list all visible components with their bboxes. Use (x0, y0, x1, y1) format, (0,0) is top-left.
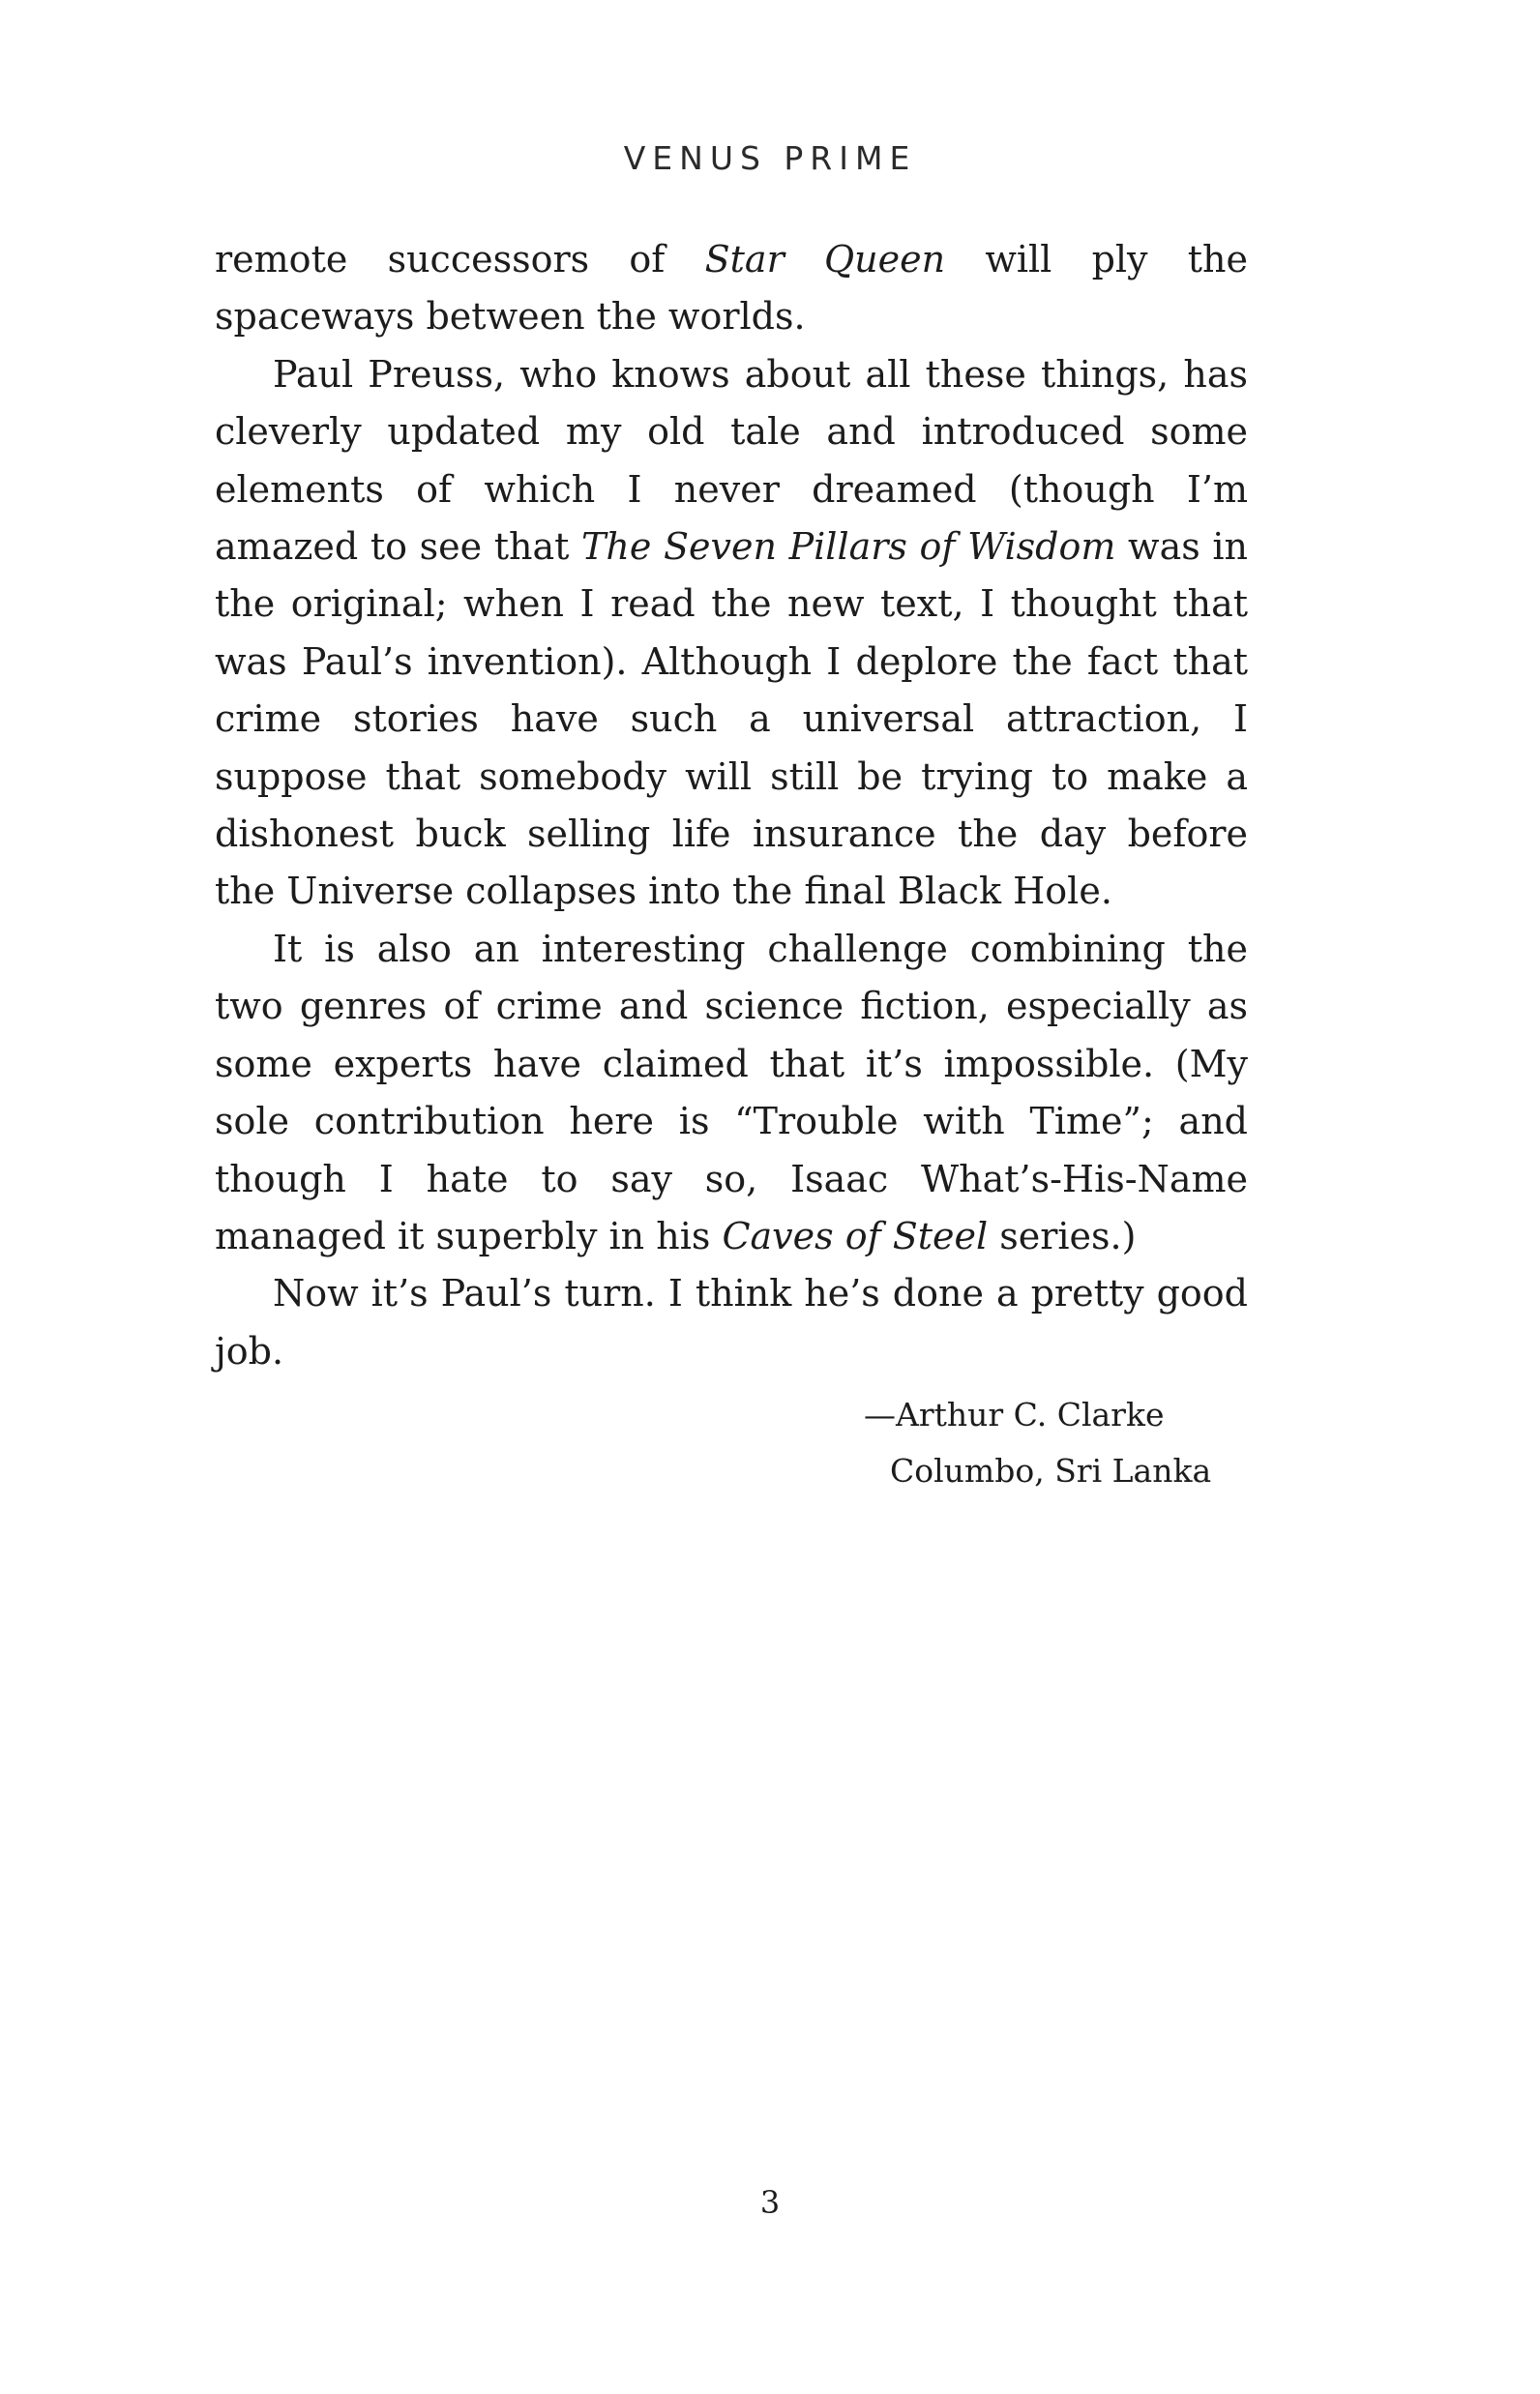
paragraph-2 (215, 346, 1248, 921)
paragraph-2-italic-title: The Seven Pillars of Wisdom (581, 525, 1116, 569)
body-text (215, 231, 1248, 1380)
signature-block (864, 1387, 1211, 1499)
paragraph-4 (215, 1265, 1248, 1380)
signature-author: —Arthur C. Clarke (864, 1396, 1165, 1433)
running-head-title: VENUS PRIME (623, 139, 917, 177)
page-number: 3 (759, 2184, 781, 2221)
paragraph-3-italic-title: Caves of Steel (722, 1214, 989, 1257)
paragraph-3 (215, 921, 1248, 1265)
signature-place: Columbo, Sri Lanka (890, 1452, 1212, 1490)
paragraph-3-text-a: It is also an interesting challenge combining the two genres of crime and science fiction, especially as some experts have claimed that it’s impossible. (My sole contribution here is “Trouble with Time”; and though I hate to say so, Isaac What’s-His-Name managed it superbly in his (215, 927, 1248, 1257)
paragraph-1-text-a: remote successors of (215, 238, 705, 281)
paragraph-4-text: Now it’s Paul’s turn. I think he’s done a pretty good job. (215, 1272, 1248, 1373)
paragraph-2-text-a: Paul Preuss, who knows about all these things, has cleverly updated my old tale and introduced some elements of which I never dreamed (though I’m amazed to see that (215, 352, 1248, 569)
paragraph-3-text-b: series.) (988, 1214, 1137, 1257)
paragraph-2-text-b: was in the original; when I read the new text, I thought that was Paul’s invention). Although I deplore the fact that crime stories have such a universal attraction, I suppose that somebody will still be trying to make a dishonest buck selling life insurance the day before the Universe collapses into the final Black Hole. (215, 525, 1249, 913)
paragraph-1 (215, 231, 1248, 346)
paragraph-1-italic-title: Star Queen (704, 238, 946, 281)
paragraph-1-text-b: will ply the spaceways between the worlds. (215, 238, 1249, 339)
